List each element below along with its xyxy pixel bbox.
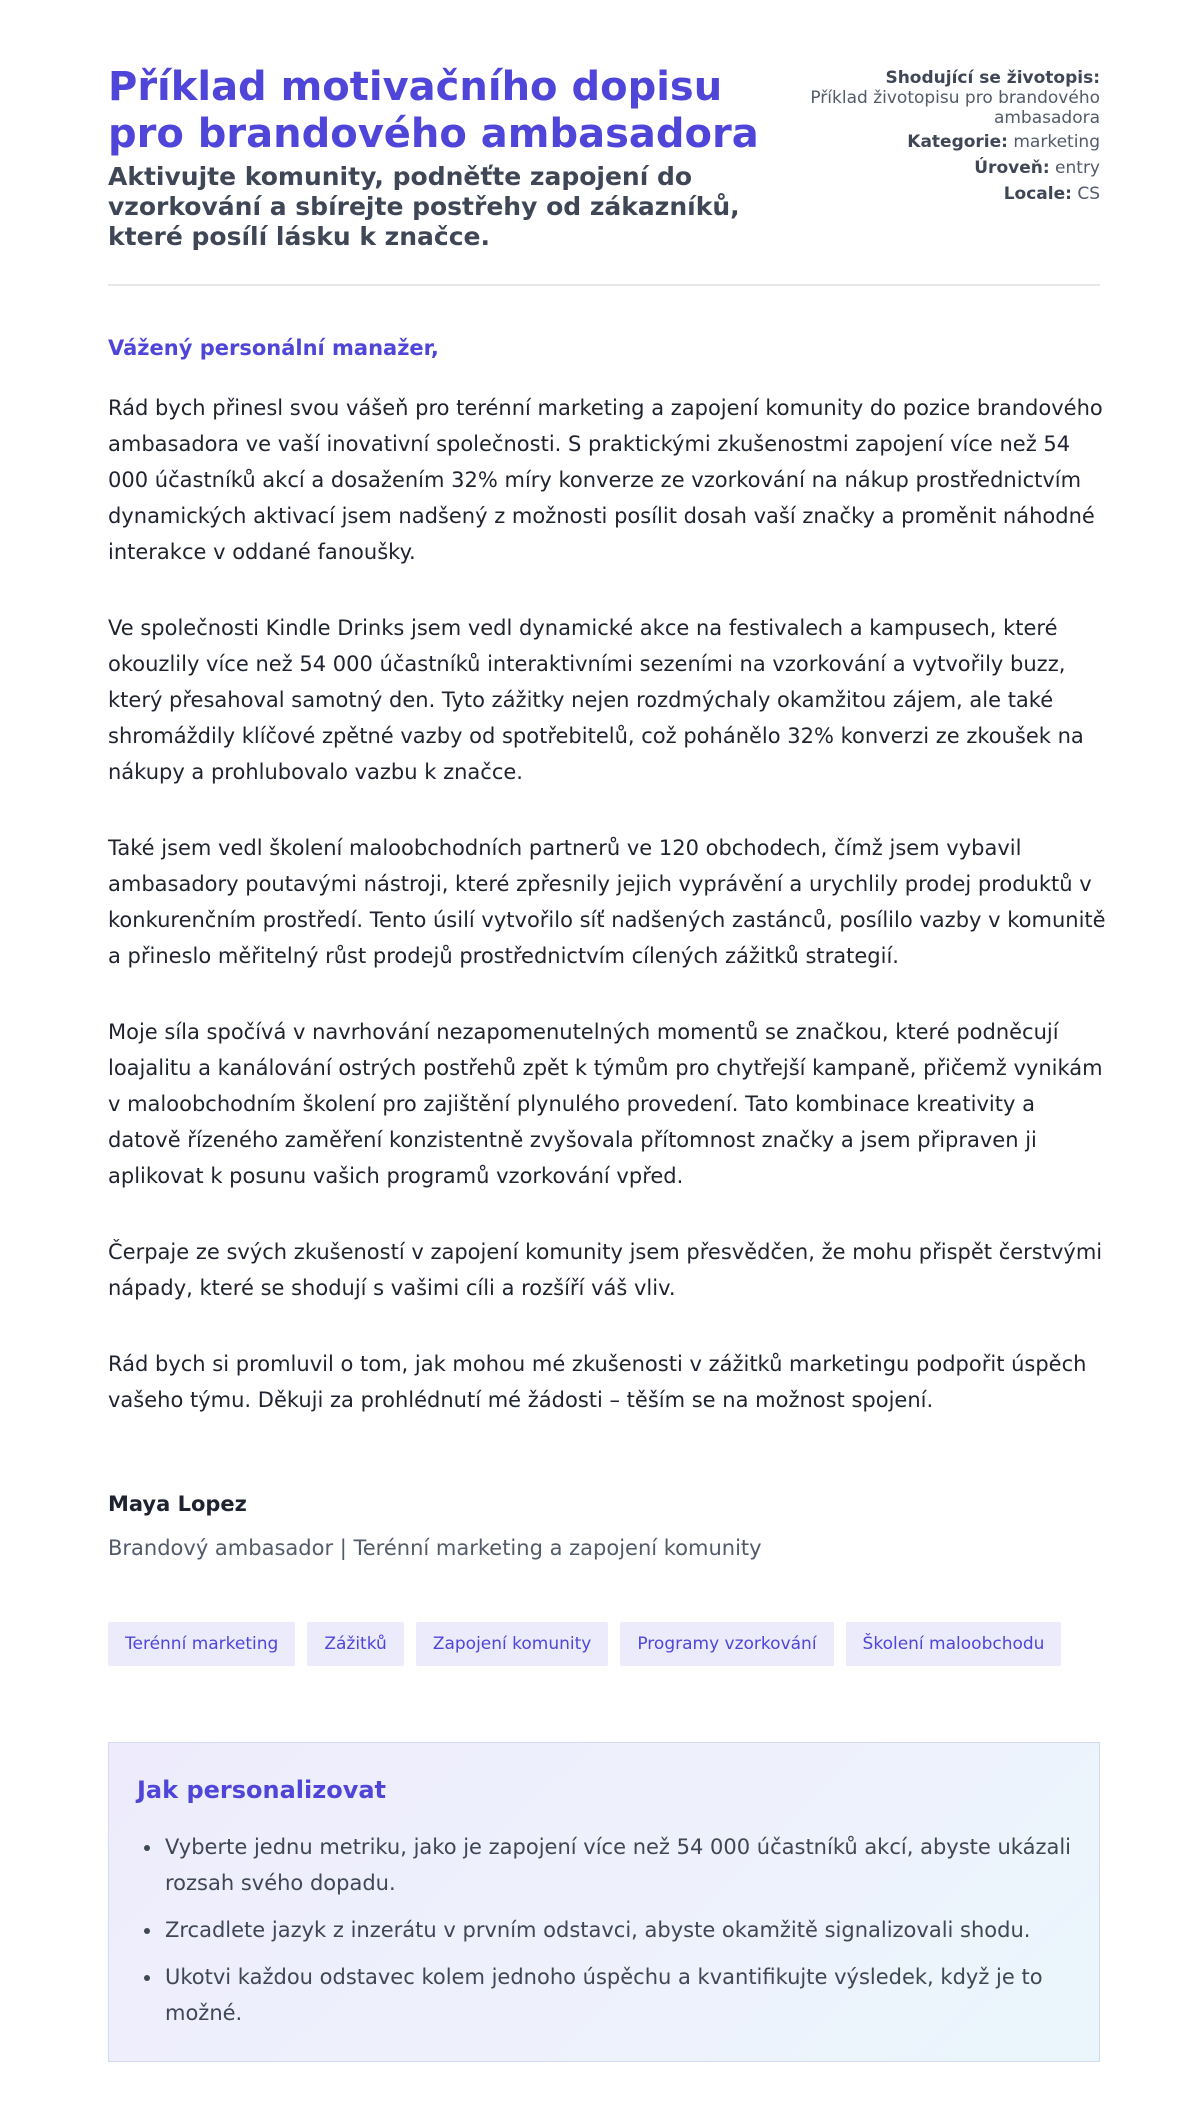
meta-locale-value: CS xyxy=(1077,184,1100,204)
meta-level-value: entry xyxy=(1055,158,1100,178)
meta-matching-resume xyxy=(800,68,1100,128)
header-divider xyxy=(108,284,1100,286)
tips-list xyxy=(137,1829,1103,2042)
tip-item: • Vyberte jednu metriku, jako je zapojení více než 54 000 účastníků akcí, abyste ukázali rozsah svého dopadu. xyxy=(163,1829,1103,1901)
skill-tag: Zážitků xyxy=(307,1622,403,1666)
letter-paragraph: Čerpaje ze svých zkušeností v zapojení komunity jsem přesvědčen, že mohu přispět čerstvými nápady, které se shodují s vašimi cíli a rozšíří váš vliv. xyxy=(108,1240,1103,1300)
signature-name: Maya Lopez xyxy=(108,1492,247,1516)
letter-body xyxy=(108,390,1108,1458)
skill-tag: Školení maloobchodu xyxy=(846,1622,1062,1666)
tips-title: Jak personalizovat xyxy=(137,1776,387,1804)
skill-tag: Programy vzorkování xyxy=(620,1622,833,1666)
meta-category-value: marketing xyxy=(1013,132,1100,152)
meta-locale-label: Locale: xyxy=(1003,184,1072,204)
tip-item: • Zrcadlete jazyk z inzerátu v prvním odstavci, abyste okamžitě signalizovali shodu. xyxy=(163,1912,1103,1948)
personalization-tips-box xyxy=(108,1742,1100,2062)
letter-paragraph: Rád bych si promluvil o tom, jak mohou mé zkušenosti v zážitků marketingu podpořit úspěch vašeho týmu. Děkuji za prohlédnutí mé žádosti – těším se na možnost spojení. xyxy=(108,1352,1087,1412)
salutation: Vážený personální manažer, xyxy=(108,336,439,360)
skill-tags xyxy=(108,1622,1061,1666)
tip-item: • Ukotvi každou odstavec kolem jednoho úspěchu a kvantifikujte výsledek, když je to možné. xyxy=(163,1959,1103,2031)
letter-paragraph: Rád bych přinesl svou vášeň pro terénní marketing a zapojení komunity do pozice brandového ambasadora ve vaší inovativní společnosti. S praktickými zkušenostmi zapojení více než 54 000 účastníků akcí a dosažením 32% míry konverze ze vzorkování na nákup prostřednictvím dynamických aktivací jsem nadšený z možnosti posílit dosah vaší značky a proměnit náhodné interakce v oddané fanoušky. xyxy=(108,396,1103,564)
meta-category-label: Kategorie: xyxy=(907,132,1008,152)
letter-paragraph: Moje síla spočívá v navrhování nezapomenutelných momentů se značkou, které podněcují loajalitu a kanálování ostrých postřehů zpět k týmům pro chytřejší kampaně, přičemž vynikám v maloobchodním školení pro zajištění plynulého provedení. Tato kombinace kreativity a datově řízeného zaměření konzistentně zvyšovala přítomnost značky a jsem připraven ji aplikovat k posunu vašich programů vzorkování vpřed. xyxy=(108,1020,1103,1188)
skill-tag: Terénní marketing xyxy=(108,1622,295,1666)
page-title: Příklad motivačního dopisu pro brandového ambasadora xyxy=(108,64,759,157)
skill-tag: Zapojení komunity xyxy=(416,1622,609,1666)
meta-locale xyxy=(800,184,1100,204)
letter-paragraph: Ve společnosti Kindle Drinks jsem vedl dynamické akce na festivalech a kampusech, které okouzlily více než 54 000 účastníků interaktivními sezeními na vzorkování a vytvořily buzz, který přesahoval samotný den. Tyto zážitky nejen rozdmýchaly okamžitou zájem, ale také shromáždily klíčové zpětné vazby od spotřebitelů, což pohánělo 32% konverzi ze zkoušek na nákupy a prohlubovalo vazbu k značce. xyxy=(108,616,1084,784)
header xyxy=(108,64,1100,284)
meta-category xyxy=(800,132,1100,152)
signature-role: Brandový ambasador | Terénní marketing a zapojení komunity xyxy=(108,1536,762,1560)
meta-matching-resume-link[interactable]: Příklad životopisu pro brandového ambasadora xyxy=(810,88,1100,128)
letter-paragraph: Také jsem vedl školení maloobchodních partnerů ve 120 obchodech, čímž jsem vybavil ambasadory poutavými nástroji, které zpřesnily jejich vyprávění a urychlily prodej produktů v konkurenčním prostředí. Tento úsilí vytvořilo síť nadšených zastánců, posílilo vazby v komunitě a přineslo měřitelný růst prodejů prostřednictvím cílených zážitků strategií. xyxy=(108,836,1106,968)
meta-level xyxy=(800,158,1100,178)
meta-panel xyxy=(800,68,1100,210)
meta-level-label: Úroveň: xyxy=(974,158,1050,178)
page-subtitle: Aktivujte komunity, podněťte zapojení do vzorkování a sbírejte postřehy od zákazníků, které posílí lásku k značce. xyxy=(108,162,740,251)
meta-matching-resume-label: Shodující se životopis: xyxy=(885,68,1100,88)
